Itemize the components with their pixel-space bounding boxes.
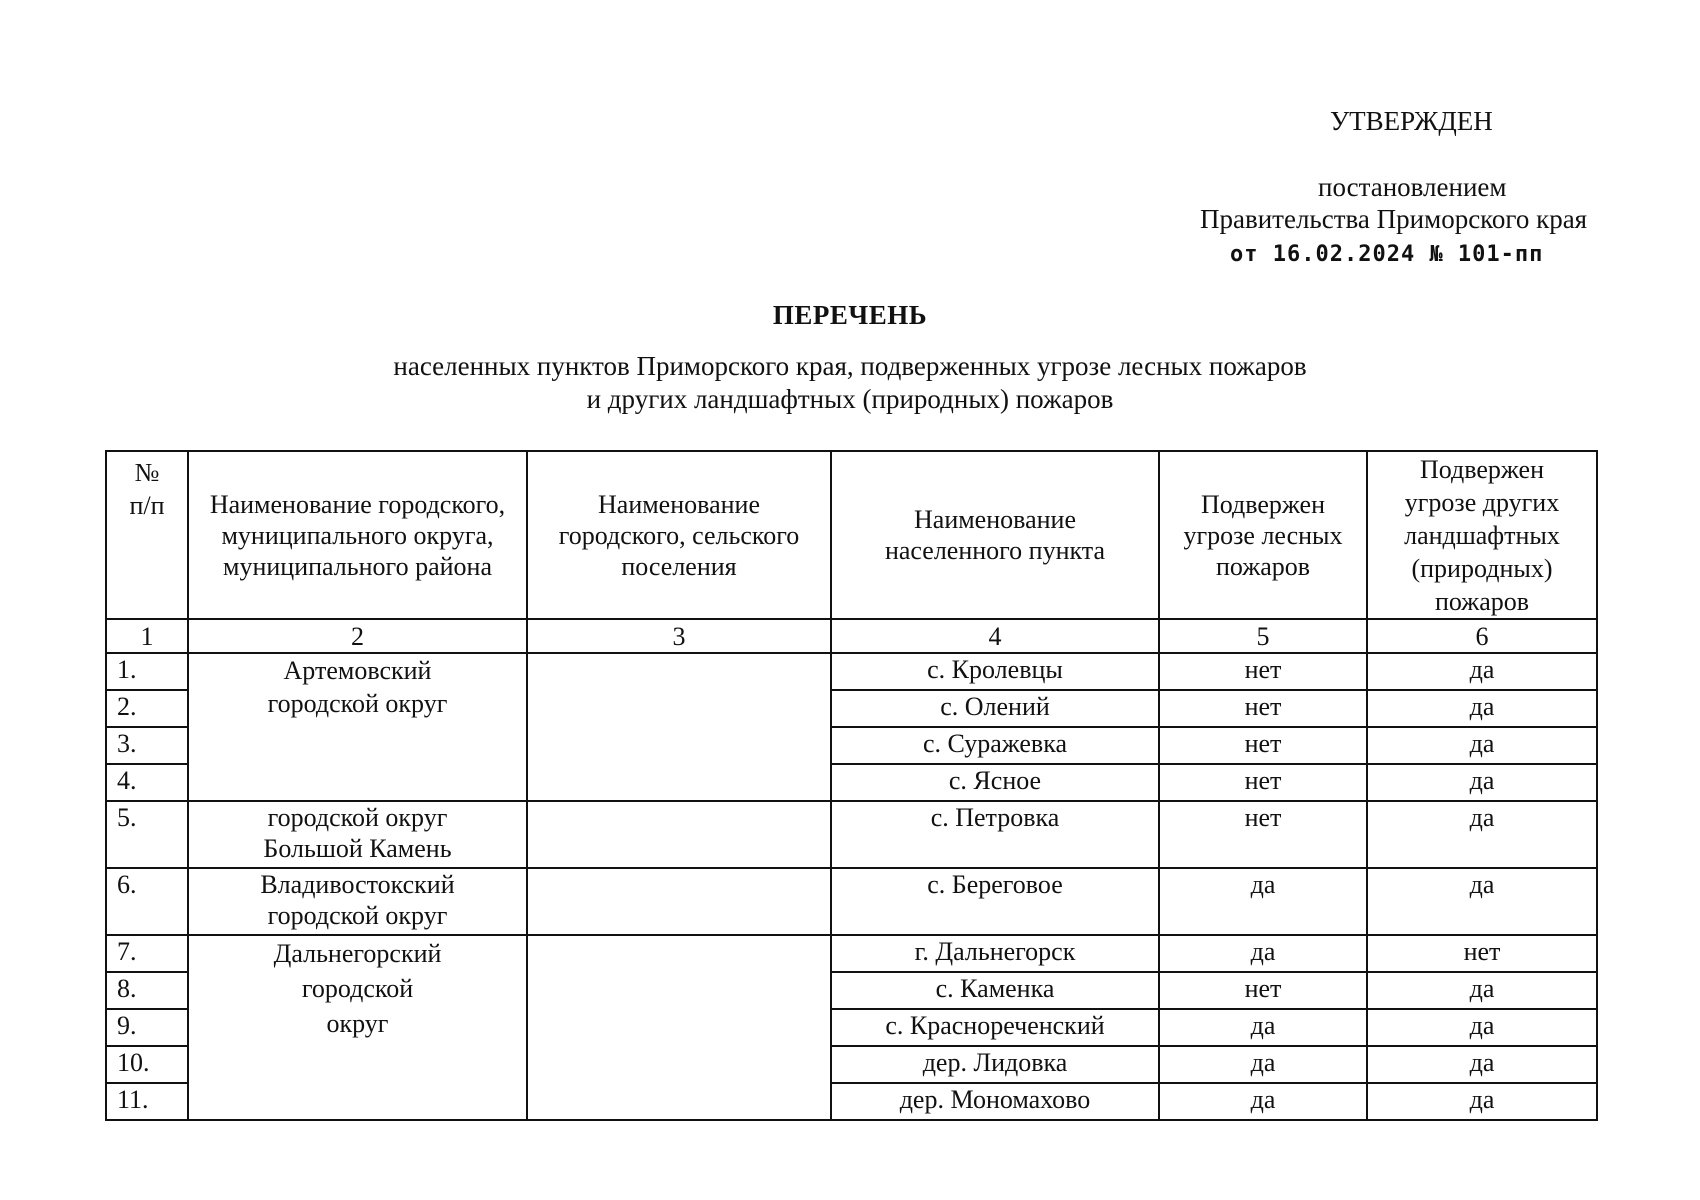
row-number: 3. <box>106 727 188 764</box>
locality-cell: с. Краснореченский <box>831 1009 1159 1046</box>
landscape-threat-cell: да <box>1367 868 1597 935</box>
approval-date-number: от 16.02.2024 № 101-пп <box>1230 242 1544 267</box>
row-number: 5. <box>106 801 188 868</box>
row-number: 10. <box>106 1046 188 1083</box>
forest-threat-cell: нет <box>1159 690 1367 727</box>
landscape-threat-cell: нет <box>1367 935 1597 972</box>
column-number: 3 <box>527 619 831 653</box>
forest-threat-cell: да <box>1159 1046 1367 1083</box>
forest-threat-cell: да <box>1159 1083 1367 1120</box>
landscape-threat-cell: да <box>1367 801 1597 868</box>
header-forest: Подвержен угрозе лесных пожаров <box>1159 451 1367 619</box>
locality-cell: с. Береговое <box>831 868 1159 935</box>
row-number: 1. <box>106 653 188 690</box>
forest-threat-cell: да <box>1159 935 1367 972</box>
table-row <box>106 801 1597 868</box>
forest-threat-cell: нет <box>1159 764 1367 801</box>
locality-cell: с. Каменка <box>831 972 1159 1009</box>
row-number: 9. <box>106 1009 188 1046</box>
column-number: 2 <box>188 619 527 653</box>
subtitle-line-2: и других ландшафтных (природных) пожаров <box>586 384 1114 414</box>
subtitle-line-1: населенных пунктов Приморского края, подверженных угрозе лесных пожаров <box>393 351 1307 381</box>
table-row <box>106 653 1597 690</box>
settlement-cell <box>527 653 831 801</box>
column-number: 4 <box>831 619 1159 653</box>
landscape-threat-cell: да <box>1367 1083 1597 1120</box>
locality-cell: с. Ясное <box>831 764 1159 801</box>
header-num: № п/п <box>106 451 188 619</box>
row-number: 6. <box>106 868 188 935</box>
district-cell: городской округ Большой Камень <box>188 801 527 868</box>
approval-by-text: постановлением <box>1318 172 1507 202</box>
forest-threat-cell: нет <box>1159 972 1367 1009</box>
forest-threat-cell: да <box>1159 1009 1367 1046</box>
row-number: 7. <box>106 935 188 972</box>
landscape-threat-cell: да <box>1367 1009 1597 1046</box>
forest-threat-cell: нет <box>1159 801 1367 868</box>
settlements-table <box>105 450 1598 1121</box>
landscape-threat-cell: да <box>1367 690 1597 727</box>
approved-stamp-text: УТВЕРЖДЕН <box>1330 106 1493 136</box>
header-landscape: Подвержен угрозе других ландшафтных (природных) пожаров <box>1367 451 1597 619</box>
table-header-row <box>106 451 1597 619</box>
forest-threat-cell: да <box>1159 868 1367 935</box>
landscape-threat-cell: да <box>1367 653 1597 690</box>
table-row <box>106 868 1597 935</box>
row-number: 4. <box>106 764 188 801</box>
settlement-cell <box>527 868 831 935</box>
row-number: 8. <box>106 972 188 1009</box>
row-number: 11. <box>106 1083 188 1120</box>
approval-government-text: Правительства Приморского края <box>1200 204 1588 234</box>
district-cell: Владивостокский городской округ <box>188 868 527 935</box>
settlement-cell <box>527 935 831 1120</box>
district-cell: Артемовский городской округ <box>188 653 527 801</box>
document-subtitle <box>0 350 1700 416</box>
district-cell: Дальнегорский городской округ <box>188 935 527 1120</box>
header-settlement: Наименование городского, сельского поселения <box>527 451 831 619</box>
row-number: 2. <box>106 690 188 727</box>
settlement-cell <box>527 801 831 868</box>
locality-cell: г. Дальнегорск <box>831 935 1159 972</box>
header-locality: Наименование населенного пункта <box>831 451 1159 619</box>
forest-threat-cell: нет <box>1159 727 1367 764</box>
header-district: Наименование городского, муниципального округа, муниципального района <box>188 451 527 619</box>
column-number: 5 <box>1159 619 1367 653</box>
landscape-threat-cell: да <box>1367 972 1597 1009</box>
landscape-threat-cell: да <box>1367 764 1597 801</box>
forest-threat-cell: нет <box>1159 653 1367 690</box>
locality-cell: с. Олений <box>831 690 1159 727</box>
locality-cell: дер. Мономахово <box>831 1083 1159 1120</box>
document-title: ПЕРЕЧЕНЬ <box>772 300 928 330</box>
locality-cell: с. Петровка <box>831 801 1159 868</box>
column-number: 1 <box>106 619 188 653</box>
table-row <box>106 935 1597 972</box>
column-numbers-row <box>106 619 1597 653</box>
landscape-threat-cell: да <box>1367 1046 1597 1083</box>
column-number: 6 <box>1367 619 1597 653</box>
landscape-threat-cell: да <box>1367 727 1597 764</box>
locality-cell: дер. Лидовка <box>831 1046 1159 1083</box>
locality-cell: с. Кролевцы <box>831 653 1159 690</box>
locality-cell: с. Суражевка <box>831 727 1159 764</box>
